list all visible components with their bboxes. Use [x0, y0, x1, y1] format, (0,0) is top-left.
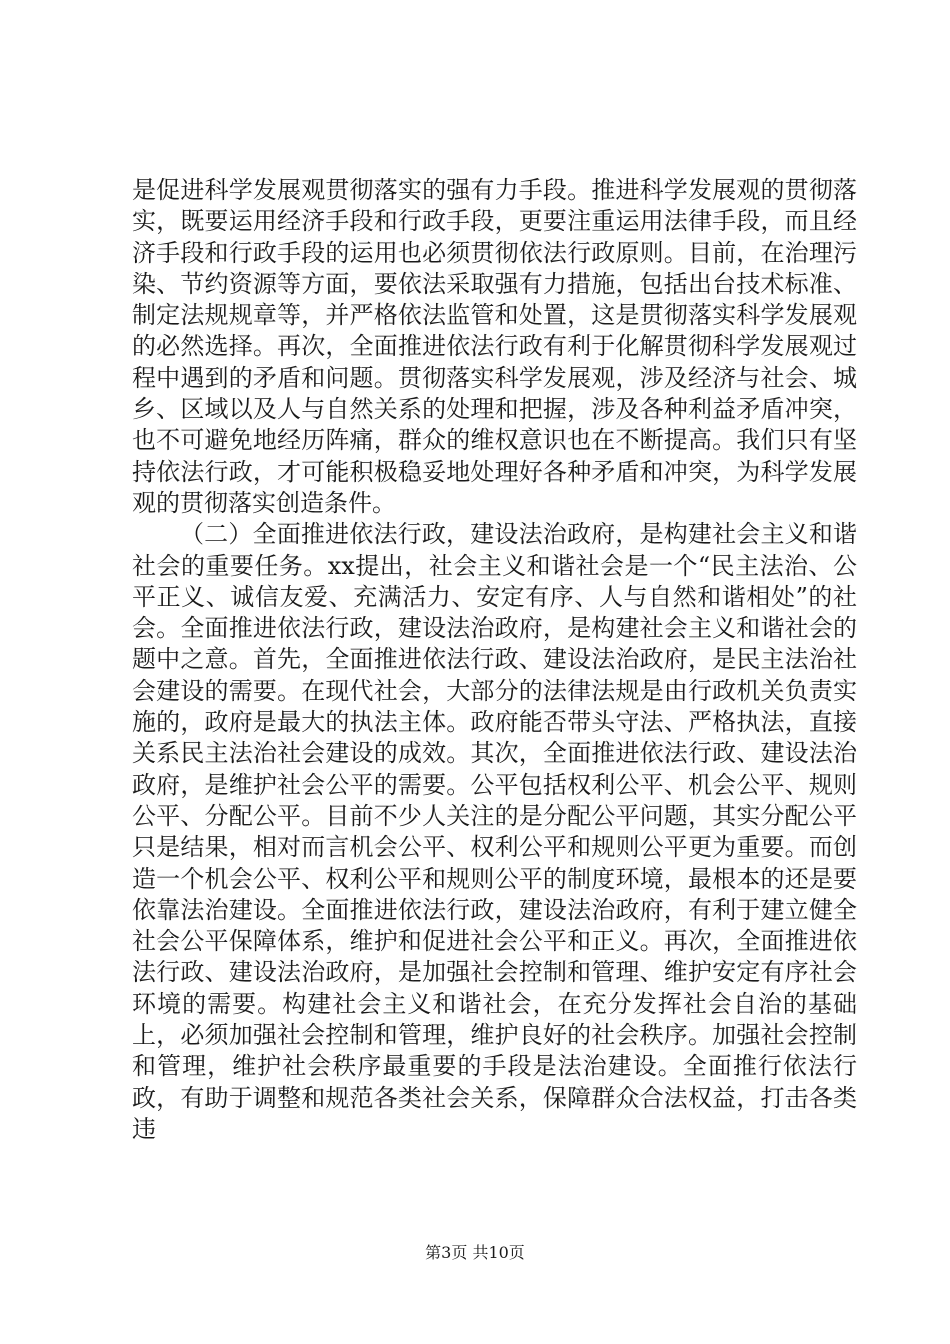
page-footer: 第3页 共10页 — [425, 1243, 525, 1262]
paragraph-continuation: 是促进科学发展观贯彻落实的强有力手段。推进科学发展观的贯彻落实，既要运用经济手段和行政手段，更要注重运用法律手段，而且经济手段和行政手段的运用也必须贯彻依法行政原则。目前，在治理污染、节约资源等方面，要依法采取强有力措施，包括出台技术标准、制定法规规章等，并严格依法监管和处置，这是贯彻落实科学发展观的必然选择。再次，全面推进依法行政有利于化解贯彻科学发展观过程中遇到的矛盾和问题。贯彻落实科学发展观，涉及经济与社会、城乡、区域以及人与自然关系的处理和把握，涉及各种利益矛盾冲突，也不可避免地经历阵痛，群众的维权意识也在不断提高。我们只有坚持依法行政，才可能积极稳妥地处理好各种矛盾和冲突，为科学发展观的贯彻落实创造条件。 — [132, 176, 857, 517]
paragraph-section-two: （二）全面推进依法行政，建设法治政府，是构建社会主义和谐社会的重要任务。xx提出，社会主义和谐社会是一个“民主法治、公平正义、诚信友爱、充满活力、安定有序、人与自然和谐相处”的社会。全面推进依法行政，建设法治政府，是构建社会主义和谐社会的题中之意。首先，全面推进依法行政、建设法治政府，是民主法治社会建设的需要。在现代社会，大部分的法律法规是由行政机关负责实施的，政府是最大的执法主体。政府能否带头守法、严格执法，直接关系民主法治社会建设的成效。其次，全面推进依法行政、建设法治政府，是维护社会公平的需要。公平包括权利公平、机会公平、规则公平、分配公平。目前不少人关注的是分配公平问题，其实分配公平只是结果，相对而言机会公平、权利公平和规则公平更为重要。而创造一个机会公平、权利公平和规则公平的制度环境，最根本的还是要依靠法治建设。全面推进依法行政，建设法治政府，有利于建立健全社会公平保障体系，维护和促进社会公平和正义。再次，全面推进依法行政、建设法治政府，是加强社会控制和管理、维护安定有序社会环境的需要。构建社会主义和谐社会，在充分发挥社会自治的基础上，必须加强社会控制和管理，维护良好的社会秩序。加强社会控制和管理，维护社会秩序最重要的手段是法治建设。全面推行依法行政，有助于调整和规范各类社会关系，保障群众合法权益，打击各类违 — [132, 520, 857, 1143]
document-body — [132, 175, 857, 1145]
